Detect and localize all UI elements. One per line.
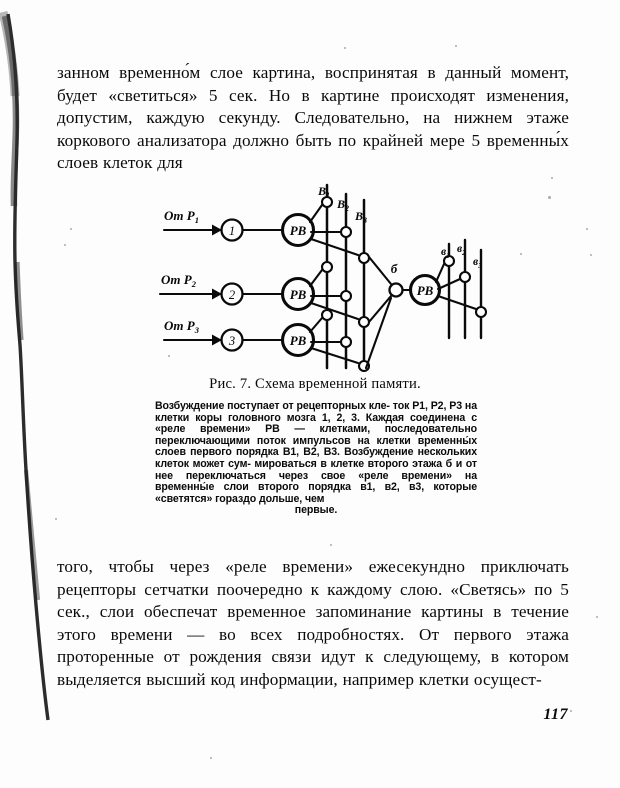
figure-note-line: которые «светятся» гораздо дольше, чем <box>155 481 477 505</box>
label-input-1: От $Р_1$ <box>164 208 199 225</box>
figure-note-line: Возбуждение поступает от рецепторных кле- <box>155 400 390 412</box>
scan-speck <box>548 196 551 199</box>
scan-speck <box>55 518 57 520</box>
figure-note-line: временны́х слоев первого порядка В1, В2, В3. <box>155 434 478 459</box>
node-v3 <box>476 307 486 317</box>
figure-note-line: мироваться в клетке второго этажа б и от <box>254 457 478 470</box>
node-B3-layer1 <box>359 253 369 263</box>
figure-note-line: на временны́е слои второго порядка в1, в2, в3, <box>155 469 477 494</box>
node-B1-layer3 <box>322 310 332 320</box>
figure-note-line: мозга 1, 2, 3. Каждая соединена с «реле <box>155 411 477 436</box>
figure-note-line: ток P1, P2, P3 на клетки коры головного <box>155 400 478 424</box>
input-arrow-1 <box>164 225 222 236</box>
label-input-2: От $Р_2$ <box>161 272 196 289</box>
label-layer-v2: $в_2$ <box>457 243 466 257</box>
scan-speck <box>344 47 346 49</box>
label-second-floor-b: б <box>390 261 398 276</box>
diagram-svg <box>150 172 490 372</box>
label-relay-1: РВ <box>289 223 307 238</box>
node-B3-layer2 <box>359 317 369 327</box>
node-B1-layer2 <box>322 262 332 272</box>
scan-speck <box>210 757 212 759</box>
label-layer-B2: $В_2$ <box>337 197 350 213</box>
input-arrow-3 <box>164 335 222 346</box>
label-layer-B3: $В_3$ <box>355 209 368 225</box>
figure-note-line: переключающими поток импульсов на клетки <box>155 434 411 447</box>
page-number: 117 <box>543 706 568 723</box>
scan-speck <box>596 616 598 618</box>
label-cell-1: 1 <box>228 224 236 238</box>
figure-note-line: Возбуждение нескольких клеток может сум- <box>155 446 477 470</box>
node-second-floor-b <box>390 284 403 297</box>
scan-speck <box>586 228 588 230</box>
scan-speck <box>570 710 572 712</box>
input-arrow-2 <box>160 289 222 300</box>
label-input-3: От $Р_3$ <box>164 318 199 335</box>
label-cell-2: 2 <box>228 288 236 302</box>
paragraph-bottom: того, чтобы через «реле времени» ежесекундно приключать рецепторы сетчатки поочередно к каждому слою. «Светясь» по 5 сек., слои обеспечат временное запоминание картины в течение этого времени — во всех подробностях. От первого этажа проторенные от рождения связи идут к следующему, в котором выделяется высший код информации, например клетки осущест- <box>57 557 569 689</box>
figure-note-line: нее переключаться через свое «реле времени» <box>155 469 452 482</box>
scan-speck <box>70 228 72 230</box>
label-layer-v1: $в_1$ <box>441 246 450 260</box>
scan-speck <box>330 544 332 546</box>
scan-speck <box>590 254 592 256</box>
figure-temporal-memory-diagram <box>150 172 490 372</box>
figure-note <box>155 401 477 517</box>
scan-speck <box>455 45 457 47</box>
label-relay-second-floor: РВ <box>416 283 434 298</box>
label-relay-3: РВ <box>289 333 307 348</box>
figure-note-last-line: первые. <box>294 504 338 517</box>
label-layer-B1: $В_1$ <box>318 184 331 200</box>
scan-speck <box>551 177 553 179</box>
label-cell-3: 3 <box>228 334 236 348</box>
node-B2-layer1 <box>341 227 351 237</box>
scan-speck <box>520 253 522 255</box>
label-relay-2: РВ <box>289 287 307 302</box>
node-v2 <box>460 272 470 282</box>
label-layer-v3: $в_3$ <box>473 256 482 270</box>
node-B2-layer2 <box>341 291 351 301</box>
scan-speck <box>64 244 66 246</box>
node-B2-layer3 <box>341 337 351 347</box>
figure-caption: Рис. 7. Схема временной памяти. <box>209 376 421 392</box>
paragraph-top: занном временно́м слое картина, воспринятая в данный момент, будет «светиться» 5 сек. Но в картине происходят изменения, допустим, каждую секунду. Следовательно, на нижнем этаже коркового анализатора должно быть по крайней мере 5 временны́х слоев клеток для <box>57 63 569 173</box>
figure-note-line: времени» РВ — клетками, последовательно <box>199 423 478 436</box>
